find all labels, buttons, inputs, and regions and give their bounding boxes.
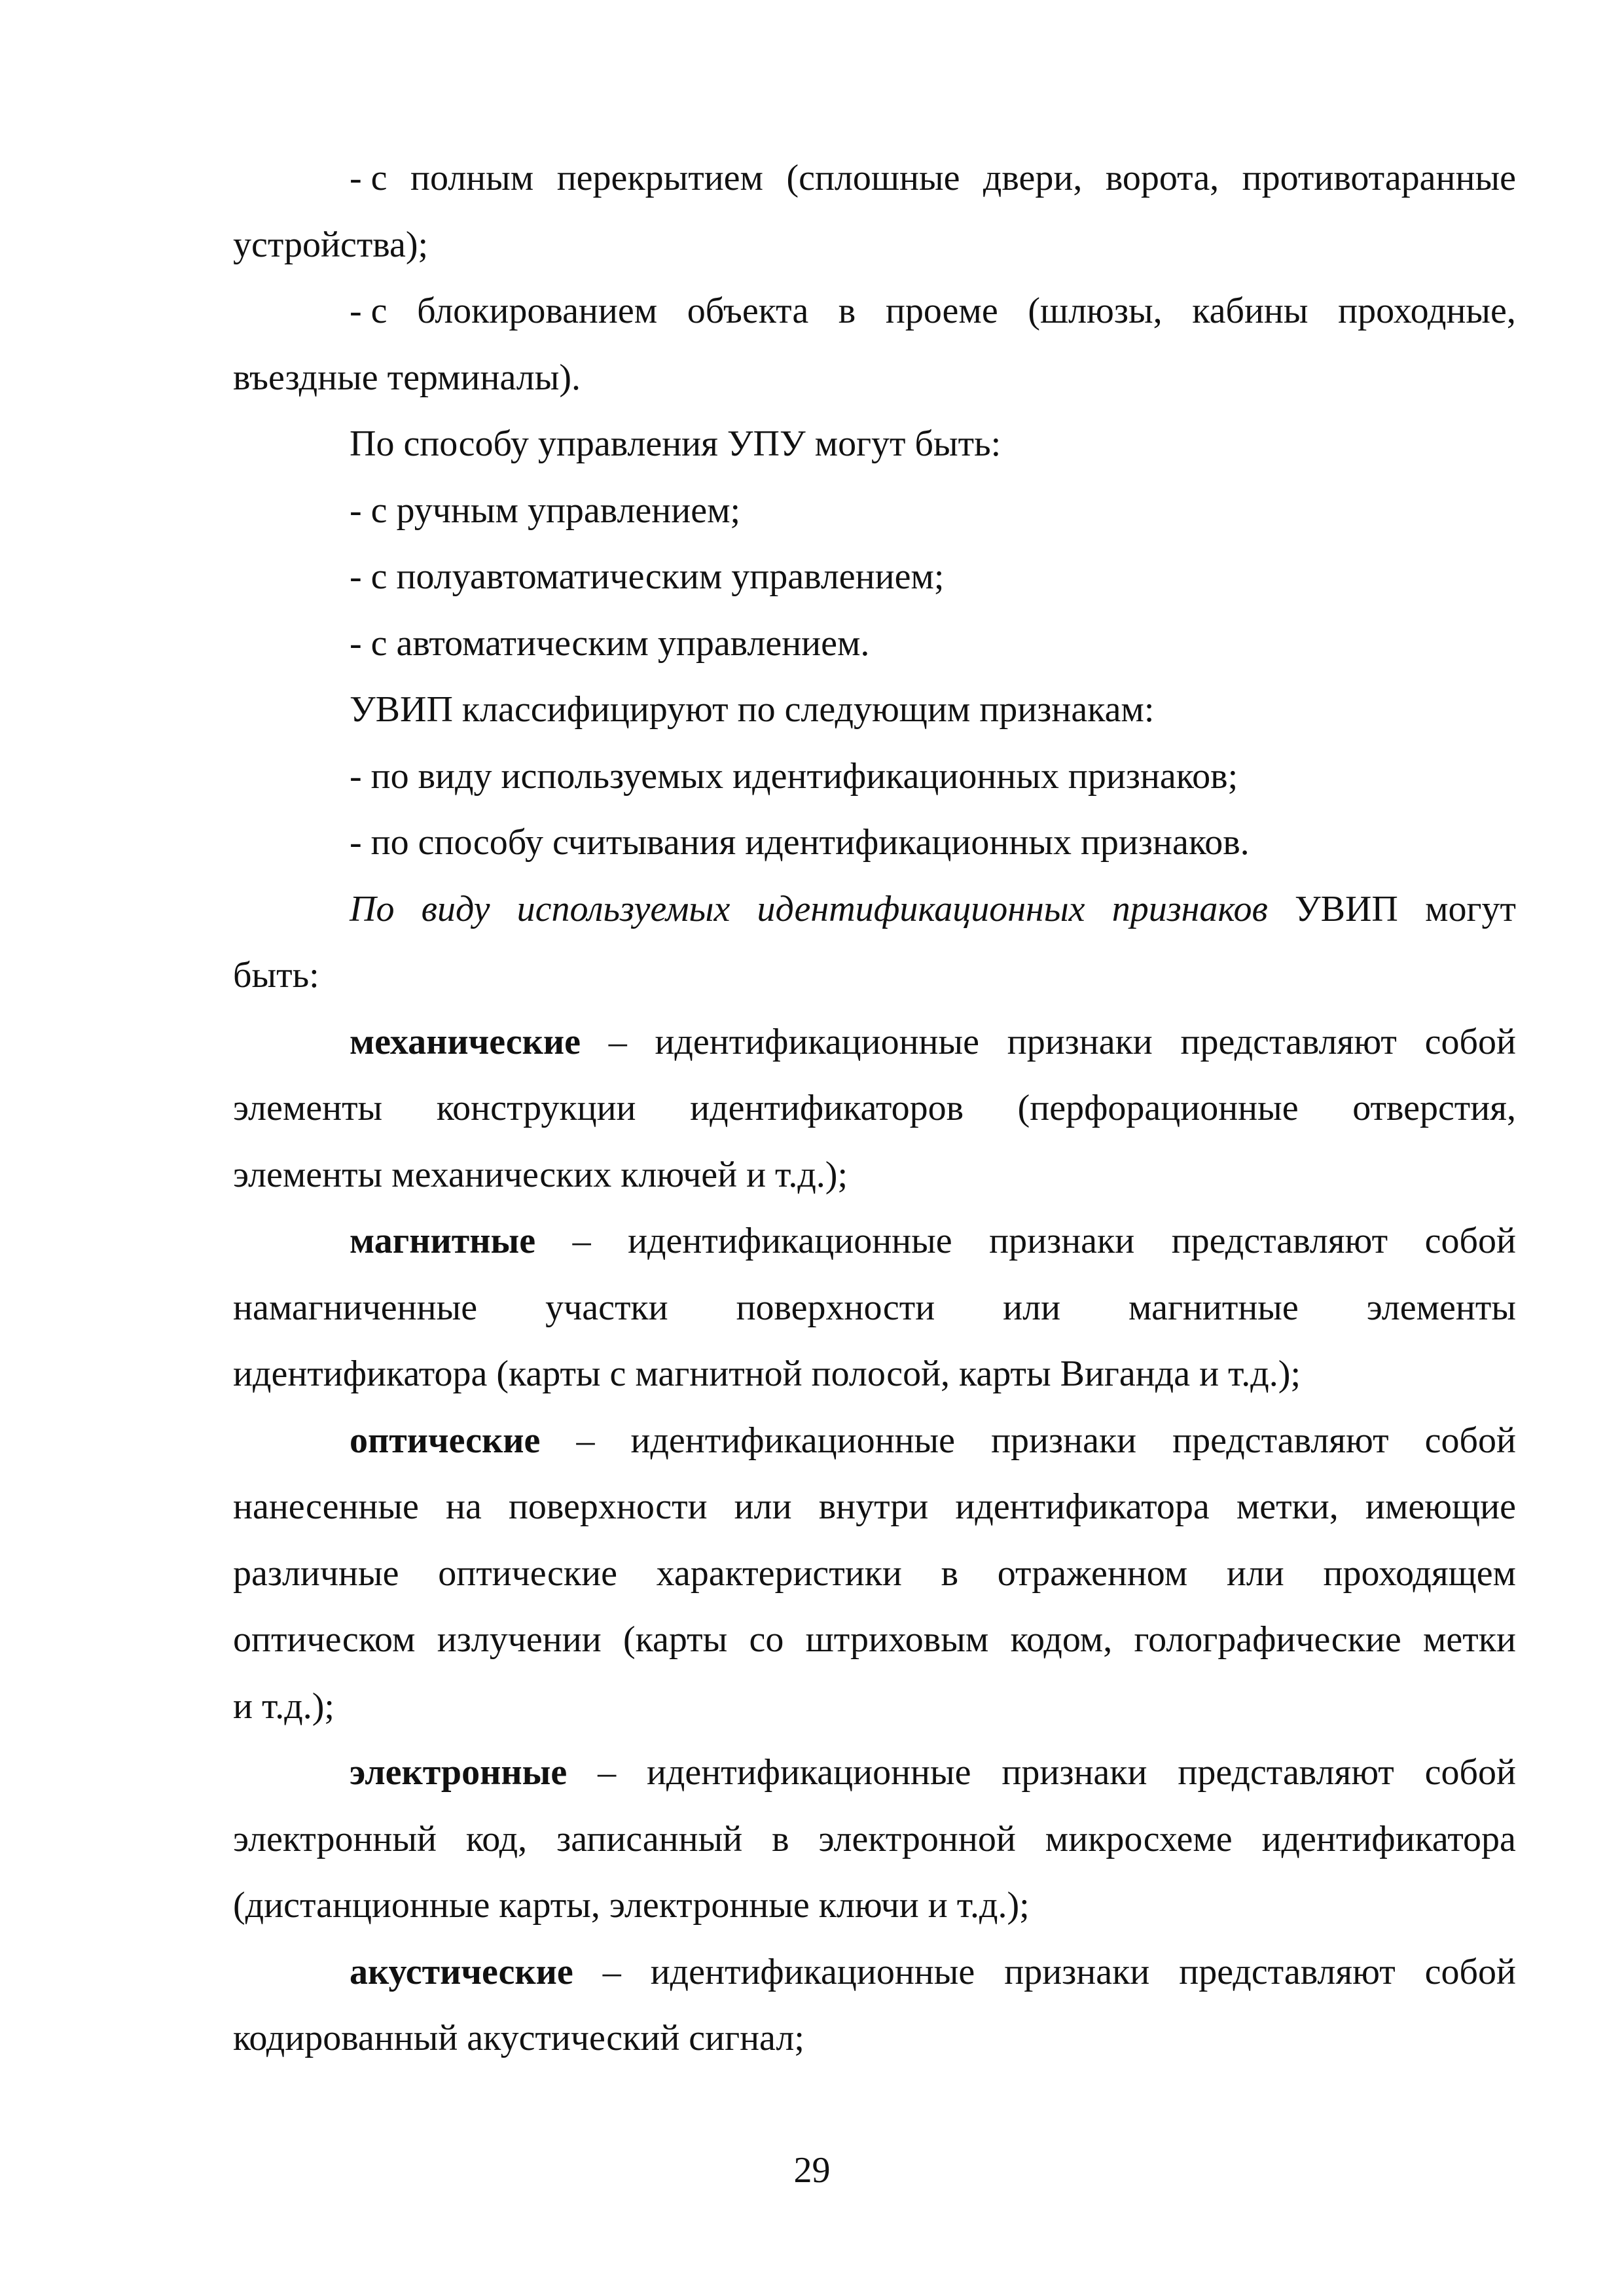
text-segment: нанесенные [233, 1486, 419, 1527]
text-segment: (перфорационные [1017, 1088, 1299, 1128]
text-segment: – [608, 1021, 627, 1062]
text-segment: голографические [1134, 1619, 1401, 1660]
text-segment: внутри [818, 1486, 929, 1527]
text-line [233, 212, 1516, 279]
text-line [233, 1075, 1516, 1142]
text-segment: признаки [991, 1420, 1137, 1461]
text-segment: могут [1425, 888, 1516, 929]
text-segment: полным [410, 158, 534, 198]
text-segment: блокированием [417, 291, 658, 331]
text-segment: идентификационные [655, 1021, 980, 1062]
text-segment: идентификационные [650, 1951, 975, 1992]
text-segment: собой [1424, 1420, 1516, 1461]
text-segment: поверхности [736, 1287, 935, 1328]
text-segment: магнитные [350, 1221, 536, 1261]
text-segment: оптические [350, 1420, 541, 1461]
text-line [233, 1607, 1516, 1674]
text-segment: - по способу считывания идентификационных признаков. [350, 822, 1250, 863]
text-line [233, 677, 1516, 744]
text-line [233, 1541, 1516, 1607]
text-line [233, 611, 1516, 677]
text-segment: (карты [623, 1619, 728, 1660]
text-line [233, 2005, 1516, 2072]
text-segment: признаки [1004, 1951, 1150, 1992]
text-segment: представляют [1179, 1951, 1396, 1992]
text-segment: - с ручным управлением; [350, 490, 741, 531]
text-segment: двери, [983, 158, 1083, 198]
text-segment: въездные терминалы). [233, 357, 581, 398]
text-segment: проходящем [1323, 1552, 1516, 1594]
text-segment: элементы механических ключей и т.д.); [233, 1154, 848, 1195]
text-line [233, 1408, 1516, 1475]
text-line [233, 345, 1516, 412]
text-segment: – [572, 1221, 591, 1261]
text-segment: поверхности [508, 1486, 708, 1527]
text-line [233, 1873, 1516, 1939]
text-segment: собой [1424, 1021, 1516, 1062]
text-segment: идентификатора [1261, 1818, 1516, 1859]
text-line [233, 478, 1516, 545]
text-segment: представляют [1180, 1021, 1397, 1062]
text-segment: микросхеме [1045, 1818, 1233, 1859]
text-segment: кабины [1192, 291, 1308, 331]
text-segment: используемых [516, 888, 731, 929]
text-segment: идентификационные [630, 1420, 956, 1461]
text-segment: оптическом [233, 1619, 416, 1660]
text-segment: электронный [233, 1818, 437, 1859]
text-segment: признаки [1007, 1021, 1153, 1062]
text-line [233, 744, 1516, 810]
text-segment: – [576, 1420, 595, 1461]
text-segment: устройства); [233, 224, 429, 265]
text-segment: идентификаторов [690, 1088, 964, 1128]
text-segment: конструкции [436, 1088, 636, 1128]
text-segment: штриховым [805, 1619, 989, 1660]
text-segment: на [445, 1486, 482, 1527]
text-segment: электронные [350, 1752, 568, 1793]
text-segment: кодированный акустический сигнал; [233, 2018, 804, 2058]
text-segment: признаки [1001, 1752, 1147, 1793]
text-segment: код, [465, 1818, 528, 1859]
text-segment: в [941, 1552, 959, 1594]
text-segment: виду [421, 888, 490, 929]
text-line [233, 145, 1516, 212]
text-segment: УВИП [1294, 888, 1398, 929]
text-segment: собой [1424, 1221, 1516, 1261]
text-segment: идентификационные [628, 1221, 952, 1261]
text-segment: записанный [556, 1818, 743, 1859]
text-line [233, 411, 1516, 478]
text-segment: (шлюзы, [1028, 291, 1163, 331]
text-segment: перекрытием [556, 158, 763, 198]
text-segment: быть: [233, 955, 319, 996]
text-segment: отверстия, [1352, 1088, 1516, 1128]
text-segment: По способу управления УПУ могут быть: [350, 423, 1001, 464]
text-segment: противотаранные [1242, 158, 1516, 198]
text-segment: идентификационные [646, 1752, 971, 1793]
text-segment: УВИП классифицируют по следующим признакам: [350, 689, 1155, 730]
text-segment: или [1003, 1287, 1061, 1328]
text-segment: элементы [1366, 1287, 1516, 1328]
text-line [233, 1740, 1516, 1806]
text-line [233, 1009, 1516, 1076]
text-segment: метки, [1236, 1486, 1339, 1527]
text-segment: отраженном [997, 1552, 1188, 1594]
text-segment: идентификатора (карты с магнитной полосой, карты Виганда и т.д.); [233, 1354, 1301, 1394]
text-segment: магнитные [1128, 1287, 1299, 1328]
text-line [233, 1341, 1516, 1408]
text-segment: (сплошные [786, 158, 960, 198]
text-segment: в [772, 1818, 789, 1859]
text-segment: признаков [1111, 888, 1268, 929]
text-segment: намагниченные [233, 1287, 478, 1328]
text-segment: проходные, [1338, 291, 1516, 331]
text-segment: – [598, 1752, 617, 1793]
text-segment: или [734, 1486, 792, 1527]
text-line [233, 1208, 1516, 1275]
text-segment: представляют [1178, 1752, 1394, 1793]
text-line [233, 1939, 1516, 2006]
text-segment: механические [350, 1021, 581, 1062]
text-line [233, 1275, 1516, 1342]
text-segment: идентификатора [955, 1486, 1210, 1527]
text-line [233, 278, 1516, 345]
text-segment: (дистанционные карты, электронные ключи и т.д.); [233, 1885, 1030, 1926]
text-line [233, 876, 1516, 943]
text-segment: представляют [1171, 1221, 1388, 1261]
text-line [233, 1142, 1516, 1209]
text-segment: или [1226, 1552, 1284, 1594]
text-segment: имеющие [1365, 1486, 1516, 1527]
text-segment: - с [350, 291, 388, 331]
text-segment: участки [545, 1287, 668, 1328]
text-segment: признаки [989, 1221, 1135, 1261]
text-segment: элементы [233, 1088, 383, 1128]
text-segment: метки [1422, 1619, 1516, 1660]
text-line [233, 810, 1516, 876]
body-text [233, 145, 1516, 2072]
text-segment: объекта [687, 291, 809, 331]
text-segment: и т.д.); [233, 1685, 334, 1727]
text-segment: излучении [437, 1619, 602, 1660]
text-segment: собой [1424, 1752, 1516, 1793]
text-segment: со [749, 1619, 784, 1660]
text-line [233, 942, 1516, 1009]
text-segment: акустические [350, 1951, 573, 1992]
text-segment: идентификационных [757, 888, 1085, 929]
text-line [233, 544, 1516, 611]
text-segment: - с автоматическим управлением. [350, 622, 870, 664]
text-segment: оптические [438, 1552, 617, 1594]
text-line [233, 1474, 1516, 1541]
text-segment: ворота, [1105, 158, 1219, 198]
text-segment: – [602, 1951, 621, 1992]
text-line [233, 1806, 1516, 1873]
text-segment: электронной [818, 1818, 1016, 1859]
text-line [233, 1674, 1516, 1740]
text-segment: в [838, 291, 856, 331]
text-segment: По [350, 888, 395, 929]
page-number: 29 [793, 2150, 831, 2191]
text-segment: - с [350, 158, 388, 198]
text-segment: - с полуавтоматическим управлением; [350, 556, 945, 597]
text-segment: представляют [1172, 1420, 1389, 1461]
text-segment: - по виду используемых идентификационных признаков; [350, 755, 1238, 797]
text-segment: характеристики [656, 1552, 902, 1594]
text-segment: проеме [885, 291, 998, 331]
text-segment: различные [233, 1552, 399, 1594]
text-segment: кодом, [1010, 1619, 1113, 1660]
text-segment: собой [1424, 1951, 1516, 1992]
